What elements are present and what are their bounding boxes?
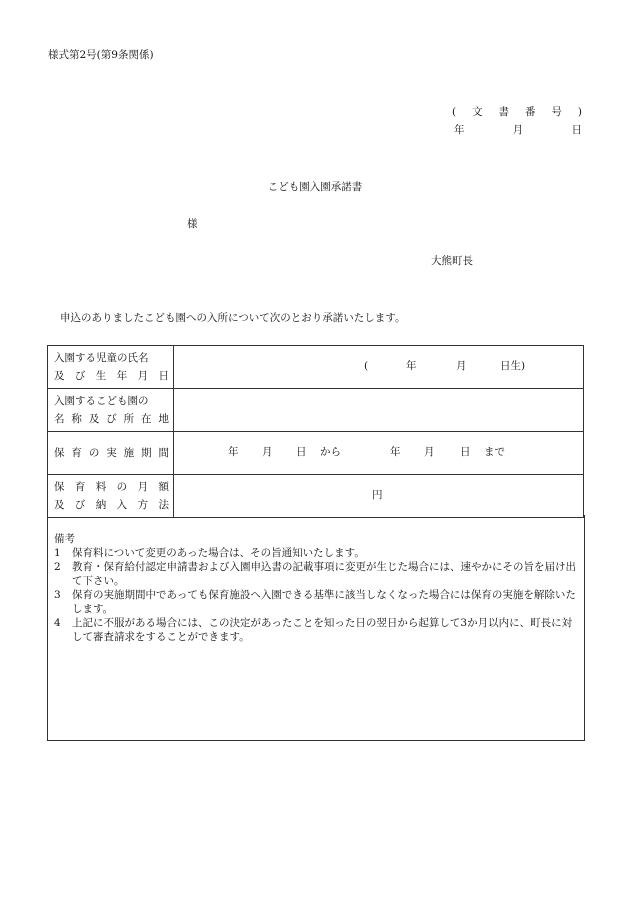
label-char: 方 (137, 499, 149, 511)
birth-open: ( (364, 360, 369, 373)
label-char: 地 (158, 413, 169, 425)
fee-label-cell (48, 475, 174, 518)
child-value-cell (174, 346, 584, 389)
note-text: 保育の実施期間中であっても保育施設へ入園できる基準に該当しなくなった場合には保育の実施を解除いたします。 (72, 589, 576, 615)
note-number: 1 (54, 547, 61, 559)
docnum-char: 文 (472, 106, 483, 118)
label-char: 入 (116, 499, 128, 511)
note-text: 上記に不服がある場合には、この決定があったことを知った日の翌日から起算して3か月以内に、町長に対して審査請求をすることができます。 (72, 617, 573, 643)
from-day: 日 (296, 446, 307, 459)
table-row (48, 432, 584, 475)
birth-month: 月 (456, 360, 467, 373)
from-month: 月 (262, 446, 273, 459)
period-label-cell (48, 432, 174, 475)
document-title: こども園入園承諾書 (267, 181, 363, 193)
label-char: 在 (141, 413, 152, 425)
issue-date-field (454, 124, 582, 138)
docnum-char: 号 (551, 106, 562, 118)
label-char: 所 (123, 413, 135, 425)
label-char: 日 (158, 370, 169, 382)
label-char: 年 (116, 370, 128, 382)
label-char: 法 (158, 499, 169, 511)
table-row (48, 475, 584, 518)
label-char: 保 (54, 481, 65, 493)
table-row (48, 346, 584, 389)
notes-heading: 備考 (54, 533, 75, 545)
birth-year: 年 (406, 360, 417, 373)
label-char: 保 (54, 447, 65, 459)
label-char: 称 (71, 413, 82, 425)
fee-label-line2 (54, 496, 169, 514)
label-char: 名 (54, 413, 65, 425)
fee-value-cell (174, 475, 584, 518)
to-year: 年 (390, 446, 401, 459)
approval-table (47, 345, 584, 518)
label-char: 額 (158, 481, 169, 493)
form-number: 様式第2号(第9条関係) (48, 49, 154, 61)
label-char: び (106, 413, 117, 425)
child-label-cell (48, 346, 174, 389)
note-text: 教育・保育給付認定申請書および入園申込書の記載事項に変更が生じた場合には、速やかにその旨を届け出て下さい。 (72, 561, 576, 587)
facility-label-cell (48, 389, 174, 432)
fee-label-line1 (54, 478, 169, 496)
label-char: 月 (137, 370, 149, 382)
docnum-char: 番 (524, 106, 536, 118)
birth-day: 日生) (500, 360, 526, 373)
list-item (54, 588, 578, 616)
facility-label-line2 (54, 410, 169, 428)
label-char: 及 (54, 499, 65, 511)
period-label (54, 444, 169, 462)
label-char: び (74, 370, 86, 382)
list-item (54, 546, 578, 560)
child-label-line1: 入園する児童の氏名 (54, 352, 149, 364)
to-word: まで (484, 446, 505, 459)
label-char: 及 (54, 370, 65, 382)
period-value-cell (174, 432, 584, 475)
label-char: 納 (95, 499, 107, 511)
label-char: 及 (88, 413, 100, 425)
facility-value-cell (174, 389, 584, 432)
label-char: 実 (106, 447, 117, 459)
label-char: の (88, 447, 100, 459)
label-char: 生 (95, 370, 107, 382)
from-word: から (320, 446, 341, 459)
date-year: 年 (454, 124, 465, 136)
addressee-suffix: 様 (187, 218, 198, 230)
label-char: 月 (137, 481, 149, 493)
child-label-line2 (54, 367, 169, 385)
yen-unit: 円 (372, 489, 383, 502)
label-char: び (74, 499, 86, 511)
label-char: 育 (74, 481, 86, 493)
note-text: 保育料について変更のあった場合は、その旨通知いたします。 (72, 547, 365, 559)
list-item (54, 616, 578, 644)
label-char: 料 (95, 481, 107, 493)
date-month: 月 (512, 124, 524, 136)
note-number: 3 (54, 589, 61, 601)
document-number-field (452, 106, 582, 120)
intro-text: 申込のありましたこども園への入所について次のとおり承諾いたします。 (60, 312, 406, 324)
date-day: 日 (571, 124, 582, 136)
from-year: 年 (228, 446, 239, 459)
table-row (48, 389, 584, 432)
facility-label-line1: 入園するこども園の (54, 395, 149, 407)
label-char: 間 (158, 447, 169, 459)
to-month: 月 (424, 446, 435, 459)
list-item (54, 560, 578, 588)
note-number: 2 (54, 561, 61, 573)
label-char: 育 (71, 447, 82, 459)
docnum-char: 書 (498, 106, 510, 118)
label-char: 期 (141, 447, 152, 459)
docnum-close: ) (577, 106, 582, 118)
issuer-name: 大熊町長 (431, 255, 473, 267)
label-char: 施 (123, 447, 135, 459)
notes-section (47, 515, 585, 741)
docnum-open: ( (452, 106, 457, 118)
note-number: 4 (54, 617, 61, 629)
label-char: の (116, 481, 128, 493)
to-day: 日 (460, 446, 471, 459)
